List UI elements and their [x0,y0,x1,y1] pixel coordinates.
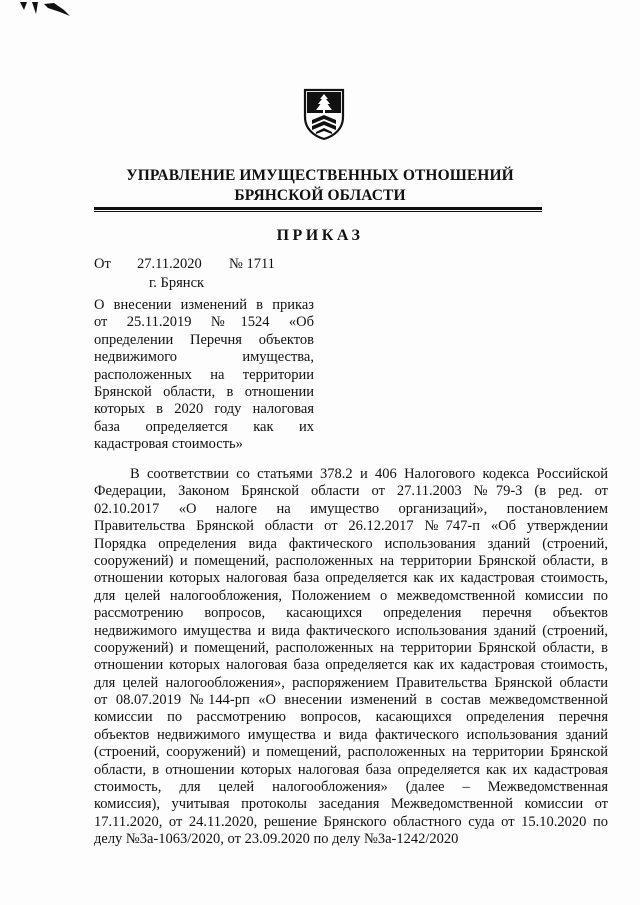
body-line: комиссия), учитывая протоколы заседания Межведомственной комиссии от [94,796,608,813]
body-line: стоимость, для целей налогообложения» (далее – Межведомственная [94,779,608,796]
document-title: ПРИКАЗ [276,227,364,244]
order-number: № 1711 [229,256,275,272]
scan-artifact-mark [18,0,88,22]
body-line: Федерации, Законом Брянской области от 27.11.2003 №79-З (в ред. от [94,483,608,500]
body-line: (строений, сооружений) и помещений, расположенных на территории Брянской [94,744,608,761]
from-label: От [94,256,111,272]
body-line: комиссии по рассмотрению вопросов, касающихся определения перечня [94,709,608,726]
bryansk-coat-of-arms-icon [302,87,346,141]
order-city: г. Брянск [149,275,205,291]
body-line: для целей налогообложения, Положением о межведомственной комиссии по [94,587,608,604]
body-line: отношении которых налоговая база определяется как их кадастровая стоимость, [94,657,608,674]
subject-line: база определяется как их [94,418,314,435]
subject-line: О внесении изменений в приказ [94,297,314,313]
body-line: Правительства Брянской области от 26.12.2017 №747-п «Об утверждении [94,518,608,535]
subject-line: Брянской области, в отношении [94,383,314,400]
subject-line: которых в 2020 году налоговая [94,401,314,418]
organization-name-line-1: УПРАВЛЕНИЕ ИМУЩЕСТВЕННЫХ ОТНОШЕНИЙ [126,167,514,184]
subject-line: от 25.11.2019 №1524 «Об [94,314,314,331]
order-date: 27.11.2020 [137,256,202,272]
order-body [94,466,608,849]
organization-name-line-2: БРЯНСКОЙ ОБЛАСТИ [234,187,406,204]
subject-line: определении Перечня объектов [94,331,314,348]
body-line: Порядка определения вида фактического использования зданий (строений, [94,535,608,552]
body-line: от 08.07.2019 №144-рп «О внесении изменений в состав межведомственной [94,692,608,709]
body-line: сооружений) и помещений, расположенных на территории Брянской области, в [94,552,608,569]
header-divider-thin [94,211,542,212]
body-line: делу №3а-1063/2020, от 23.09.2020 по делу №3а-1242/2020 [94,831,459,848]
order-subject [94,297,314,454]
body-line: отношении которых налоговая база определяется как их кадастровая стоимость, [94,570,608,587]
subject-line: расположенных на территории [94,366,314,383]
body-line: 02.10.2017 «О налоге на имущество организаций», постановлением [94,500,608,517]
body-line: для целей налогообложения», распоряжением Правительства Брянской области [94,674,608,691]
header-divider-thick [94,207,542,210]
body-line: 17.11.2020, от 24.11.2020, решение Брянского областного суда от 15.10.2020 по [94,813,608,830]
body-line: рассмотрению вопросов, касающихся определения перечня объектов [94,605,608,622]
body-line: сооружений) и помещений, расположенных на территории Брянской области, в [94,639,608,656]
body-line: области, в отношении которых налоговая база определяется как их кадастровая [94,761,608,778]
body-line: В соответствии со статьями 378.2 и 406 Налогового кодекса Российской [130,466,608,482]
subject-line: недвижимого имущества, [94,349,314,366]
body-line: недвижимого имущества и вида фактического использования зданий (строений, [94,622,608,639]
subject-line: кадастровая стоимость» [94,436,243,453]
body-line: объектов недвижимого имущества и вида фактического использования зданий [94,726,608,743]
